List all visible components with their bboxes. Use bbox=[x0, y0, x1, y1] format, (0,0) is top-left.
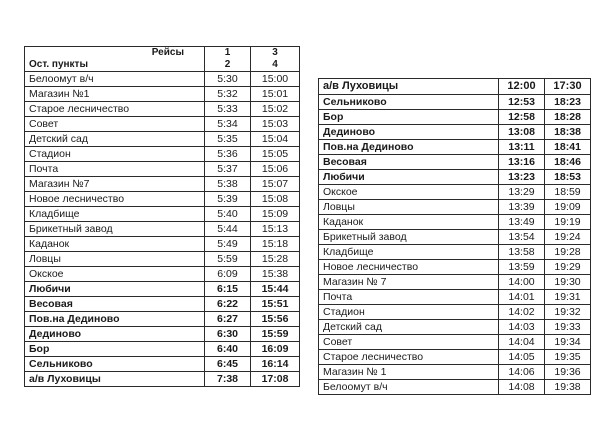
time-cell: 18:46 bbox=[545, 155, 591, 170]
table-row bbox=[25, 282, 300, 297]
stops-label: Ост. пункты bbox=[25, 59, 205, 72]
departure-stop: а/в Луховицы bbox=[319, 79, 499, 95]
table-row bbox=[319, 155, 591, 170]
time-cell: 5:44 bbox=[205, 222, 251, 237]
time-cell: 6:45 bbox=[205, 357, 251, 372]
departure-time-2: 17:30 bbox=[545, 79, 591, 95]
time-cell: 15:05 bbox=[251, 147, 300, 162]
stop-name: Пов.на Дединово bbox=[25, 312, 205, 327]
time-cell: 15:00 bbox=[251, 72, 300, 87]
time-cell: 19:09 bbox=[545, 200, 591, 215]
time-cell: 13:39 bbox=[499, 200, 545, 215]
table-row bbox=[319, 185, 591, 200]
time-cell: 19:24 bbox=[545, 230, 591, 245]
time-cell: 15:44 bbox=[251, 282, 300, 297]
time-cell: 15:09 bbox=[251, 207, 300, 222]
time-cell: 19:38 bbox=[545, 380, 591, 395]
trip-number-2: 2 bbox=[205, 59, 251, 72]
time-cell: 7:38 bbox=[205, 372, 251, 387]
table-row bbox=[319, 215, 591, 230]
header-row-departure bbox=[319, 79, 591, 95]
table-row bbox=[319, 200, 591, 215]
table-row bbox=[319, 140, 591, 155]
stop-name: а/в Луховицы bbox=[25, 372, 205, 387]
time-cell: 5:30 bbox=[205, 72, 251, 87]
time-cell: 18:38 bbox=[545, 125, 591, 140]
time-cell: 13:54 bbox=[499, 230, 545, 245]
stop-name: Белоомут в/ч bbox=[25, 72, 205, 87]
time-cell: 15:28 bbox=[251, 252, 300, 267]
table-row bbox=[25, 342, 300, 357]
time-cell: 14:08 bbox=[499, 380, 545, 395]
stop-name: Ловцы bbox=[25, 252, 205, 267]
time-cell: 15:38 bbox=[251, 267, 300, 282]
stop-name: Сельниково bbox=[319, 95, 499, 110]
stop-name: Сельниково bbox=[25, 357, 205, 372]
stop-name: Любичи bbox=[25, 282, 205, 297]
time-cell: 15:59 bbox=[251, 327, 300, 342]
table-row bbox=[319, 170, 591, 185]
schedule-table-outbound bbox=[24, 46, 300, 387]
trip-number-1: 1 bbox=[205, 47, 251, 60]
stop-name: Брикетный завод bbox=[25, 222, 205, 237]
stop-name: Магазин № 7 bbox=[319, 275, 499, 290]
time-cell: 12:53 bbox=[499, 95, 545, 110]
table-row bbox=[25, 132, 300, 147]
table-row bbox=[25, 297, 300, 312]
time-cell: 5:34 bbox=[205, 117, 251, 132]
stop-name: Магазин № 1 bbox=[319, 365, 499, 380]
time-cell: 19:32 bbox=[545, 305, 591, 320]
time-cell: 19:28 bbox=[545, 245, 591, 260]
stop-name: Старое лесничество bbox=[25, 102, 205, 117]
table-row bbox=[319, 125, 591, 140]
time-cell: 14:05 bbox=[499, 350, 545, 365]
stop-name: Дединово bbox=[319, 125, 499, 140]
time-cell: 13:11 bbox=[499, 140, 545, 155]
time-cell: 15:56 bbox=[251, 312, 300, 327]
time-cell: 14:00 bbox=[499, 275, 545, 290]
table-row bbox=[319, 335, 591, 350]
time-cell: 14:03 bbox=[499, 320, 545, 335]
stop-name: Стадион bbox=[25, 147, 205, 162]
time-cell: 12:58 bbox=[499, 110, 545, 125]
time-cell: 5:59 bbox=[205, 252, 251, 267]
time-cell: 14:04 bbox=[499, 335, 545, 350]
time-cell: 15:51 bbox=[251, 297, 300, 312]
time-cell: 18:59 bbox=[545, 185, 591, 200]
header-row-trips bbox=[25, 47, 300, 60]
time-cell: 19:30 bbox=[545, 275, 591, 290]
table-row bbox=[319, 245, 591, 260]
table-row bbox=[25, 222, 300, 237]
table-row bbox=[319, 290, 591, 305]
time-cell: 5:32 bbox=[205, 87, 251, 102]
time-cell: 19:29 bbox=[545, 260, 591, 275]
table-row bbox=[25, 147, 300, 162]
table-row bbox=[319, 350, 591, 365]
time-cell: 15:06 bbox=[251, 162, 300, 177]
time-cell: 18:41 bbox=[545, 140, 591, 155]
stop-name: Весовая bbox=[319, 155, 499, 170]
time-cell: 13:49 bbox=[499, 215, 545, 230]
stop-name: Новое лесничество bbox=[25, 192, 205, 207]
time-cell: 13:29 bbox=[499, 185, 545, 200]
table-row bbox=[25, 102, 300, 117]
table-row bbox=[25, 357, 300, 372]
time-cell: 13:23 bbox=[499, 170, 545, 185]
time-cell: 19:34 bbox=[545, 335, 591, 350]
table-row bbox=[319, 275, 591, 290]
stop-name: Весовая bbox=[25, 297, 205, 312]
stop-name: Магазин №7 bbox=[25, 177, 205, 192]
stop-name: Детский сад bbox=[319, 320, 499, 335]
time-cell: 5:38 bbox=[205, 177, 251, 192]
time-cell: 5:37 bbox=[205, 162, 251, 177]
table-row bbox=[25, 252, 300, 267]
table-row bbox=[319, 95, 591, 110]
time-cell: 18:28 bbox=[545, 110, 591, 125]
time-cell: 14:06 bbox=[499, 365, 545, 380]
stop-name: Кладбище bbox=[25, 207, 205, 222]
time-cell: 15:13 bbox=[251, 222, 300, 237]
time-cell: 6:22 bbox=[205, 297, 251, 312]
time-cell: 5:35 bbox=[205, 132, 251, 147]
time-cell: 15:03 bbox=[251, 117, 300, 132]
trip-number-4: 4 bbox=[251, 59, 300, 72]
stop-name: Бор bbox=[319, 110, 499, 125]
time-cell: 16:09 bbox=[251, 342, 300, 357]
time-cell: 19:36 bbox=[545, 365, 591, 380]
time-cell: 15:02 bbox=[251, 102, 300, 117]
time-cell: 19:31 bbox=[545, 290, 591, 305]
time-cell: 5:36 bbox=[205, 147, 251, 162]
table-row bbox=[319, 230, 591, 245]
time-cell: 13:16 bbox=[499, 155, 545, 170]
schedule-table-return bbox=[318, 78, 591, 395]
time-cell: 13:59 bbox=[499, 260, 545, 275]
trip-number-3: 3 bbox=[251, 47, 300, 60]
table-row bbox=[25, 177, 300, 192]
stop-name: Ловцы bbox=[319, 200, 499, 215]
table-row bbox=[319, 320, 591, 335]
time-cell: 19:35 bbox=[545, 350, 591, 365]
time-cell: 16:14 bbox=[251, 357, 300, 372]
table-row bbox=[25, 87, 300, 102]
table-row bbox=[25, 327, 300, 342]
time-cell: 18:23 bbox=[545, 95, 591, 110]
table-row bbox=[319, 110, 591, 125]
stop-name: Магазин №1 bbox=[25, 87, 205, 102]
table-row bbox=[319, 380, 591, 395]
table-row bbox=[25, 192, 300, 207]
stop-name: Совет bbox=[319, 335, 499, 350]
stop-name: Почта bbox=[25, 162, 205, 177]
stop-name: Каданок bbox=[319, 215, 499, 230]
time-cell: 15:18 bbox=[251, 237, 300, 252]
table-row bbox=[25, 162, 300, 177]
stop-name: Окское bbox=[319, 185, 499, 200]
stop-name: Пов.на Дединово bbox=[319, 140, 499, 155]
header-row-stops bbox=[25, 59, 300, 72]
time-cell: 15:07 bbox=[251, 177, 300, 192]
time-cell: 14:02 bbox=[499, 305, 545, 320]
table-row bbox=[25, 312, 300, 327]
trips-label: Рейсы bbox=[25, 47, 205, 60]
stop-name: Стадион bbox=[319, 305, 499, 320]
table-row bbox=[25, 72, 300, 87]
table-row bbox=[25, 267, 300, 282]
time-cell: 5:49 bbox=[205, 237, 251, 252]
table-row bbox=[319, 365, 591, 380]
time-cell: 18:53 bbox=[545, 170, 591, 185]
stop-name: Белоомут в/ч bbox=[319, 380, 499, 395]
time-cell: 6:15 bbox=[205, 282, 251, 297]
stop-name: Детский сад bbox=[25, 132, 205, 147]
time-cell: 6:40 bbox=[205, 342, 251, 357]
stop-name: Почта bbox=[319, 290, 499, 305]
time-cell: 5:33 bbox=[205, 102, 251, 117]
table-row bbox=[25, 117, 300, 132]
time-cell: 15:01 bbox=[251, 87, 300, 102]
stop-name: Окское bbox=[25, 267, 205, 282]
time-cell: 13:08 bbox=[499, 125, 545, 140]
time-cell: 5:39 bbox=[205, 192, 251, 207]
time-cell: 14:01 bbox=[499, 290, 545, 305]
time-cell: 15:08 bbox=[251, 192, 300, 207]
departure-time-1: 12:00 bbox=[499, 79, 545, 95]
time-cell: 6:27 bbox=[205, 312, 251, 327]
stop-name: Каданок bbox=[25, 237, 205, 252]
stop-name: Совет bbox=[25, 117, 205, 132]
time-cell: 6:09 bbox=[205, 267, 251, 282]
stop-name: Старое лесничество bbox=[319, 350, 499, 365]
time-cell: 6:30 bbox=[205, 327, 251, 342]
stop-name: Новое лесничество bbox=[319, 260, 499, 275]
table-row bbox=[25, 372, 300, 387]
table-row bbox=[319, 305, 591, 320]
stop-name: Бор bbox=[25, 342, 205, 357]
table-row bbox=[319, 260, 591, 275]
time-cell: 17:08 bbox=[251, 372, 300, 387]
stop-name: Брикетный завод bbox=[319, 230, 499, 245]
stop-name: Кладбище bbox=[319, 245, 499, 260]
table-row bbox=[25, 207, 300, 222]
time-cell: 13:58 bbox=[499, 245, 545, 260]
time-cell: 19:19 bbox=[545, 215, 591, 230]
stop-name: Дединово bbox=[25, 327, 205, 342]
time-cell: 19:33 bbox=[545, 320, 591, 335]
time-cell: 15:04 bbox=[251, 132, 300, 147]
time-cell: 5:40 bbox=[205, 207, 251, 222]
stop-name: Любичи bbox=[319, 170, 499, 185]
table-row bbox=[25, 237, 300, 252]
